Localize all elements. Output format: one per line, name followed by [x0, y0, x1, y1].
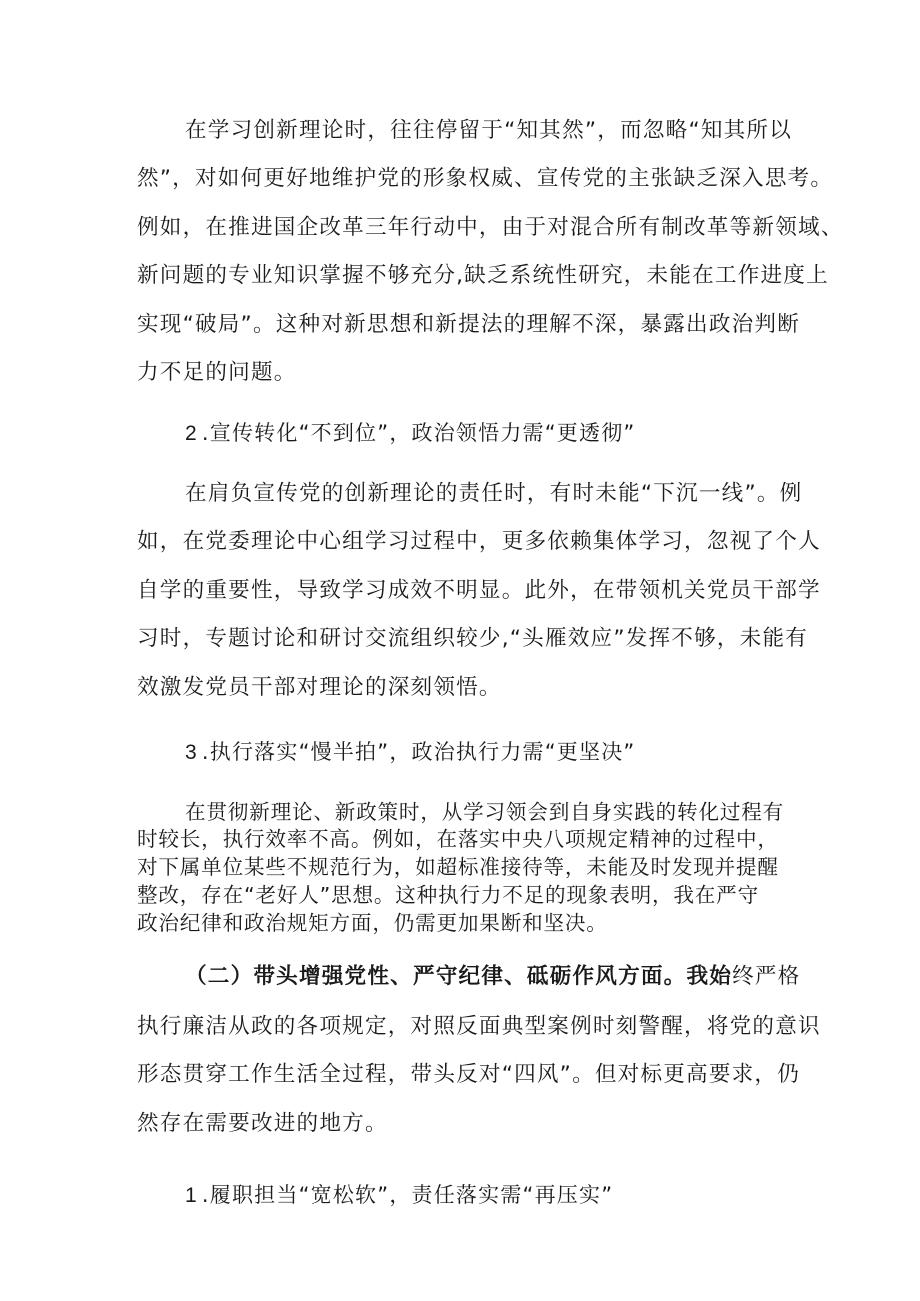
paragraph-2-line-1: 在肩负宣传党的创新理论的责任时，有时未能“下沉一线”。例: [185, 481, 803, 506]
section-2-line-4: 然存在需要改进的地方。: [137, 1111, 388, 1136]
paragraph-3-line-1: 在贯彻新理论、新政策时，从学习领会到自身实践的转化过程有: [185, 800, 785, 824]
section-2-line-3: 形态贯穿工作生活全过程，带头反对“四风”。但对标更高要求，仍: [137, 1062, 801, 1087]
paragraph-2-line-2: 如，在党委理论中心组学习过程中，更多依赖集体学习，忽视了个人: [137, 529, 821, 554]
paragraph-1-line-5: 实现“破局”。这种对新思想和新提法的理解不深，暴露出政治判断: [137, 312, 801, 337]
heading-3-text: .执行落实“慢半拍”，政治执行力需“更坚决”: [201, 740, 636, 764]
section-2-first-line-rest: 终严格: [732, 964, 801, 989]
heading-3-number: 3: [185, 741, 198, 764]
heading-2: [185, 418, 792, 449]
heading-4: [185, 1180, 792, 1211]
paragraph-1-line-4: 新问题的专业知识掌握不够充分,缺乏系统性研究，未能在工作进度上: [137, 263, 829, 288]
section-2-line-2: 执行廉洁从政的各项规定，对照反面典型案例时刻警醒，将党的意识: [137, 1014, 821, 1039]
heading-2-text: .宣传转化“不到位”，政治领悟力需“更透彻”: [201, 421, 636, 445]
paragraph-2-line-4: 习时，专题讨论和研讨交流组织较少,“头雁效应”发挥不够，未能有: [137, 626, 809, 651]
paragraph-3-line-3: 对下属单位某些不规范行为，如超标准接待等，未能及时发现并提醒: [137, 855, 779, 879]
paragraph-2-line-5: 效激发党员干部对理论的深刻领悟。: [137, 675, 502, 700]
heading-3: [185, 737, 792, 768]
section-2-bold-lead: （二）带头增强党性、严守纪律、砥砺作风方面。我始: [185, 964, 733, 989]
paragraph-1-line-3: 例如，在推进国企改革三年行动中，由于对混合所有制改革等新领域、: [137, 215, 844, 240]
paragraph-1-line-1: 在学习创新理论时，往往停留于“知其然”，而忽略“知其所以: [185, 118, 793, 143]
paragraph-3-line-4: 整改，存在“老好人”思想。这种执行力不足的现象表明，我在严守: [137, 883, 759, 907]
paragraph-1-line-6: 力不足的问题。: [137, 360, 297, 385]
heading-4-number: 1: [185, 1184, 198, 1207]
paragraph-1-line-2: 然”，对如何更好地维护党的形象权威、宣传党的主张缺乏深入思考。: [137, 166, 834, 191]
paragraph-3-line-5: 政治纪律和政治规矩方面，仍需更加果断和坚决。: [137, 911, 608, 935]
heading-4-text: .履职担当“宽松软”，责任落实需“再压实”: [201, 1183, 614, 1207]
paragraph-3-line-2: 时较长，执行效率不高。例如，在落实中央八项规定精神的过程中，: [137, 827, 779, 851]
section-2-line-1: [185, 962, 801, 992]
paragraph-2-line-3: 自学的重要性，导致学习成效不明显。此外，在带领机关党员干部学: [137, 578, 821, 603]
heading-2-number: 2: [185, 422, 198, 445]
